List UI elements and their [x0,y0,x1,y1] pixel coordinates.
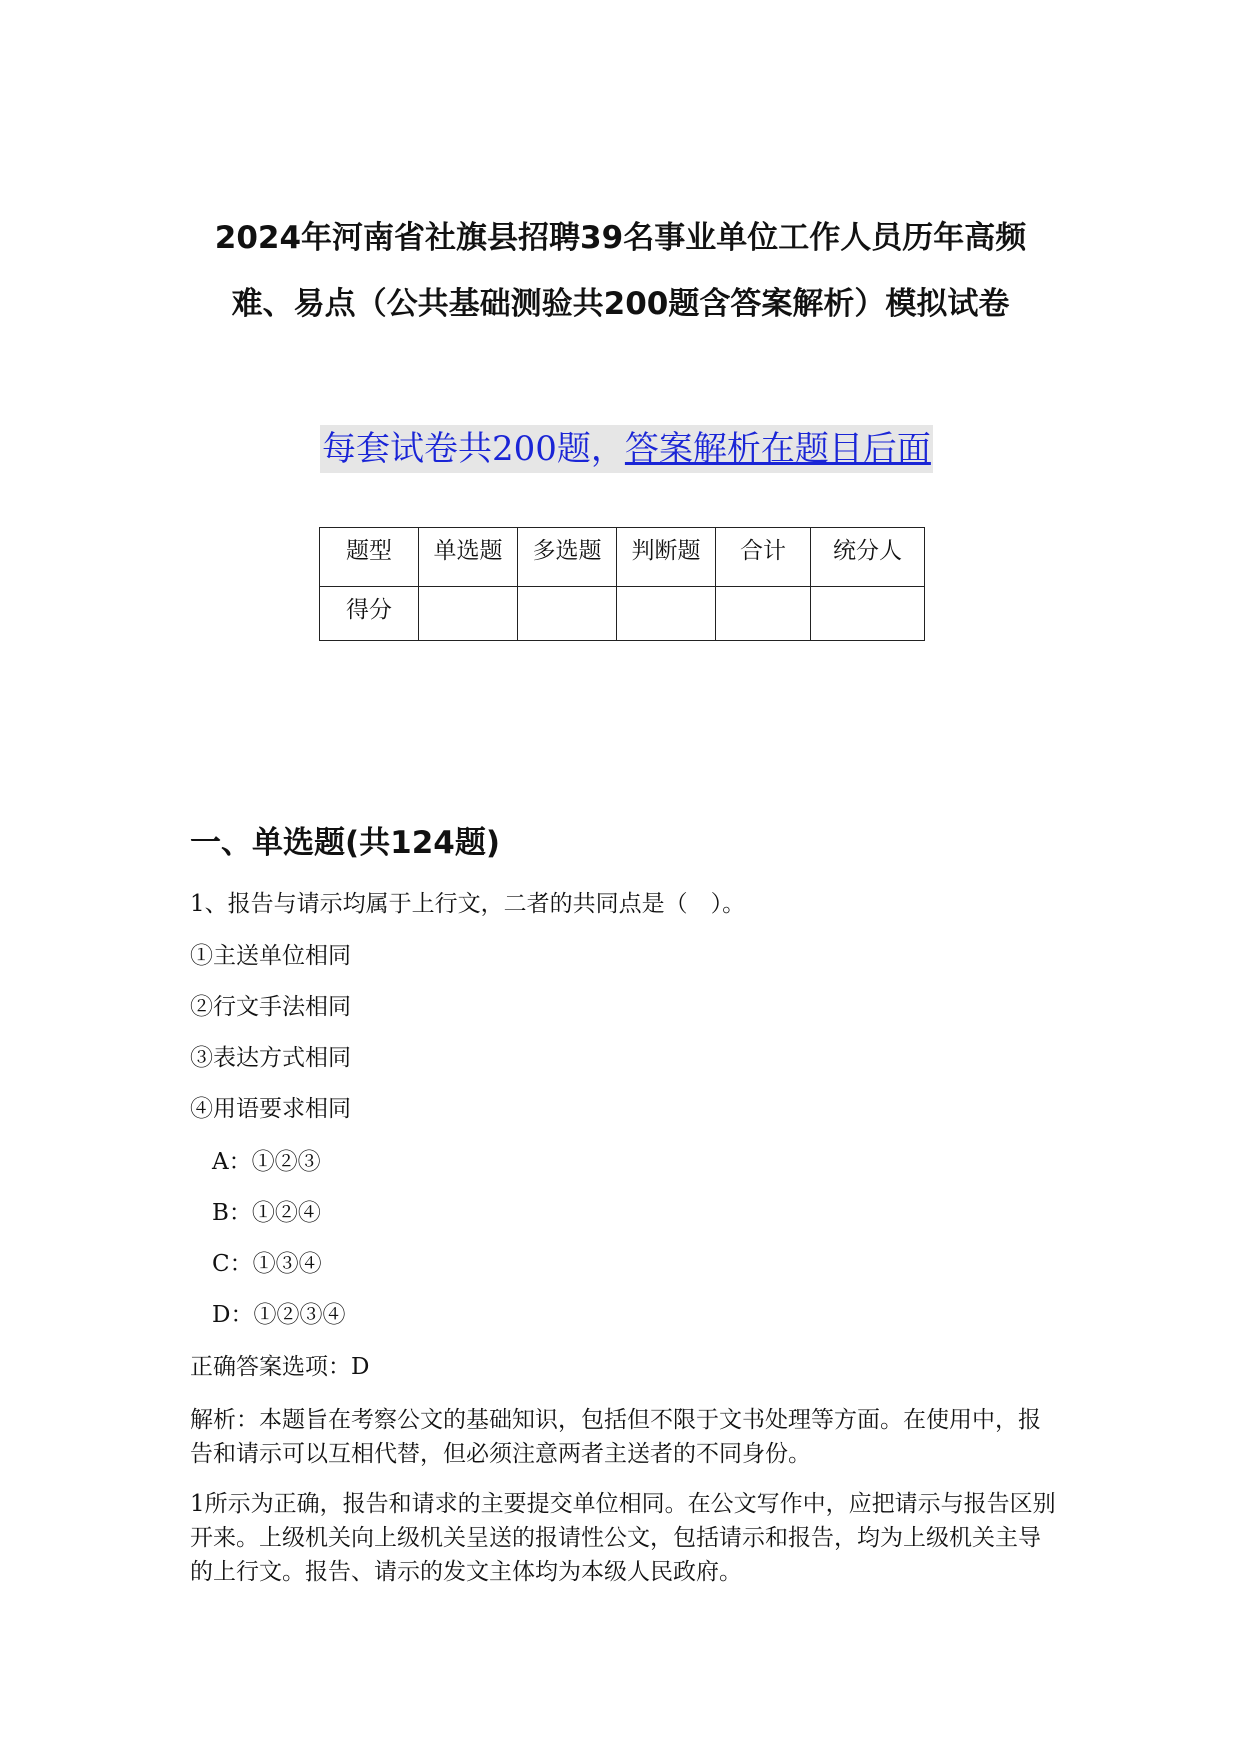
score-cell[interactable] [716,587,811,641]
banner-link[interactable]: 答案解析在题目后面 [624,429,931,469]
statement-item: ①主送单位相同 [190,943,351,969]
row-label-cell: 得分 [320,587,419,641]
statement-item: ③表达方式相同 [190,1045,351,1071]
score-table-header-row [320,528,925,587]
header-cell: 多选题 [518,528,617,587]
title-line-1: 2024年河南省社旗县招聘39名事业单位工作人员历年高频 [214,220,1027,256]
header-cell: 题型 [320,528,419,587]
analysis-paragraph: 1所示为正确，报告和请求的主要提交单位相同。在公文写作中，应把请示与报告区别开来。上级机关向上级机关呈送的报请性公文，包括请示和报告，均为上级机关主导的上行文。报告、请示的发文主体均为本级人民政府。 [190,1491,1056,1585]
score-cell[interactable] [617,587,716,641]
header-cell: 合计 [716,528,811,587]
statement-item: ②行文手法相同 [190,994,351,1020]
score-cell[interactable] [811,587,925,641]
header-cell: 统分人 [811,528,925,587]
option-b[interactable]: B：①②④ [212,1200,321,1226]
statement-item: ④用语要求相同 [190,1096,351,1122]
banner-text: 每套试卷共200题， [322,429,625,469]
score-cell[interactable] [419,587,518,641]
correct-answer: 正确答案选项：D [190,1354,370,1380]
notice-banner [320,425,933,473]
header-cell: 判断题 [617,528,716,587]
document-title [160,205,1081,337]
option-d[interactable]: D：①②③④ [212,1302,346,1328]
option-c[interactable]: C：①③④ [212,1251,322,1277]
option-a[interactable]: A：①②③ [212,1149,321,1175]
section-title: 一、单选题(共124题) [190,825,501,861]
title-line-2: 难、易点（公共基础测验共200题含答案解析）模拟试卷 [231,286,1010,322]
question-stem: 1、报告与请示均属于上行文，二者的共同点是（ ）。 [190,891,746,917]
score-table-score-row [320,587,925,641]
analysis-paragraph: 解析：本题旨在考察公文的基础知识，包括但不限于文书处理等方面。在使用中，报告和请示可以互相代替，但必须注意两者主送者的不同身份。 [190,1407,1041,1467]
score-table [319,527,925,641]
score-cell[interactable] [518,587,617,641]
header-cell: 单选题 [419,528,518,587]
